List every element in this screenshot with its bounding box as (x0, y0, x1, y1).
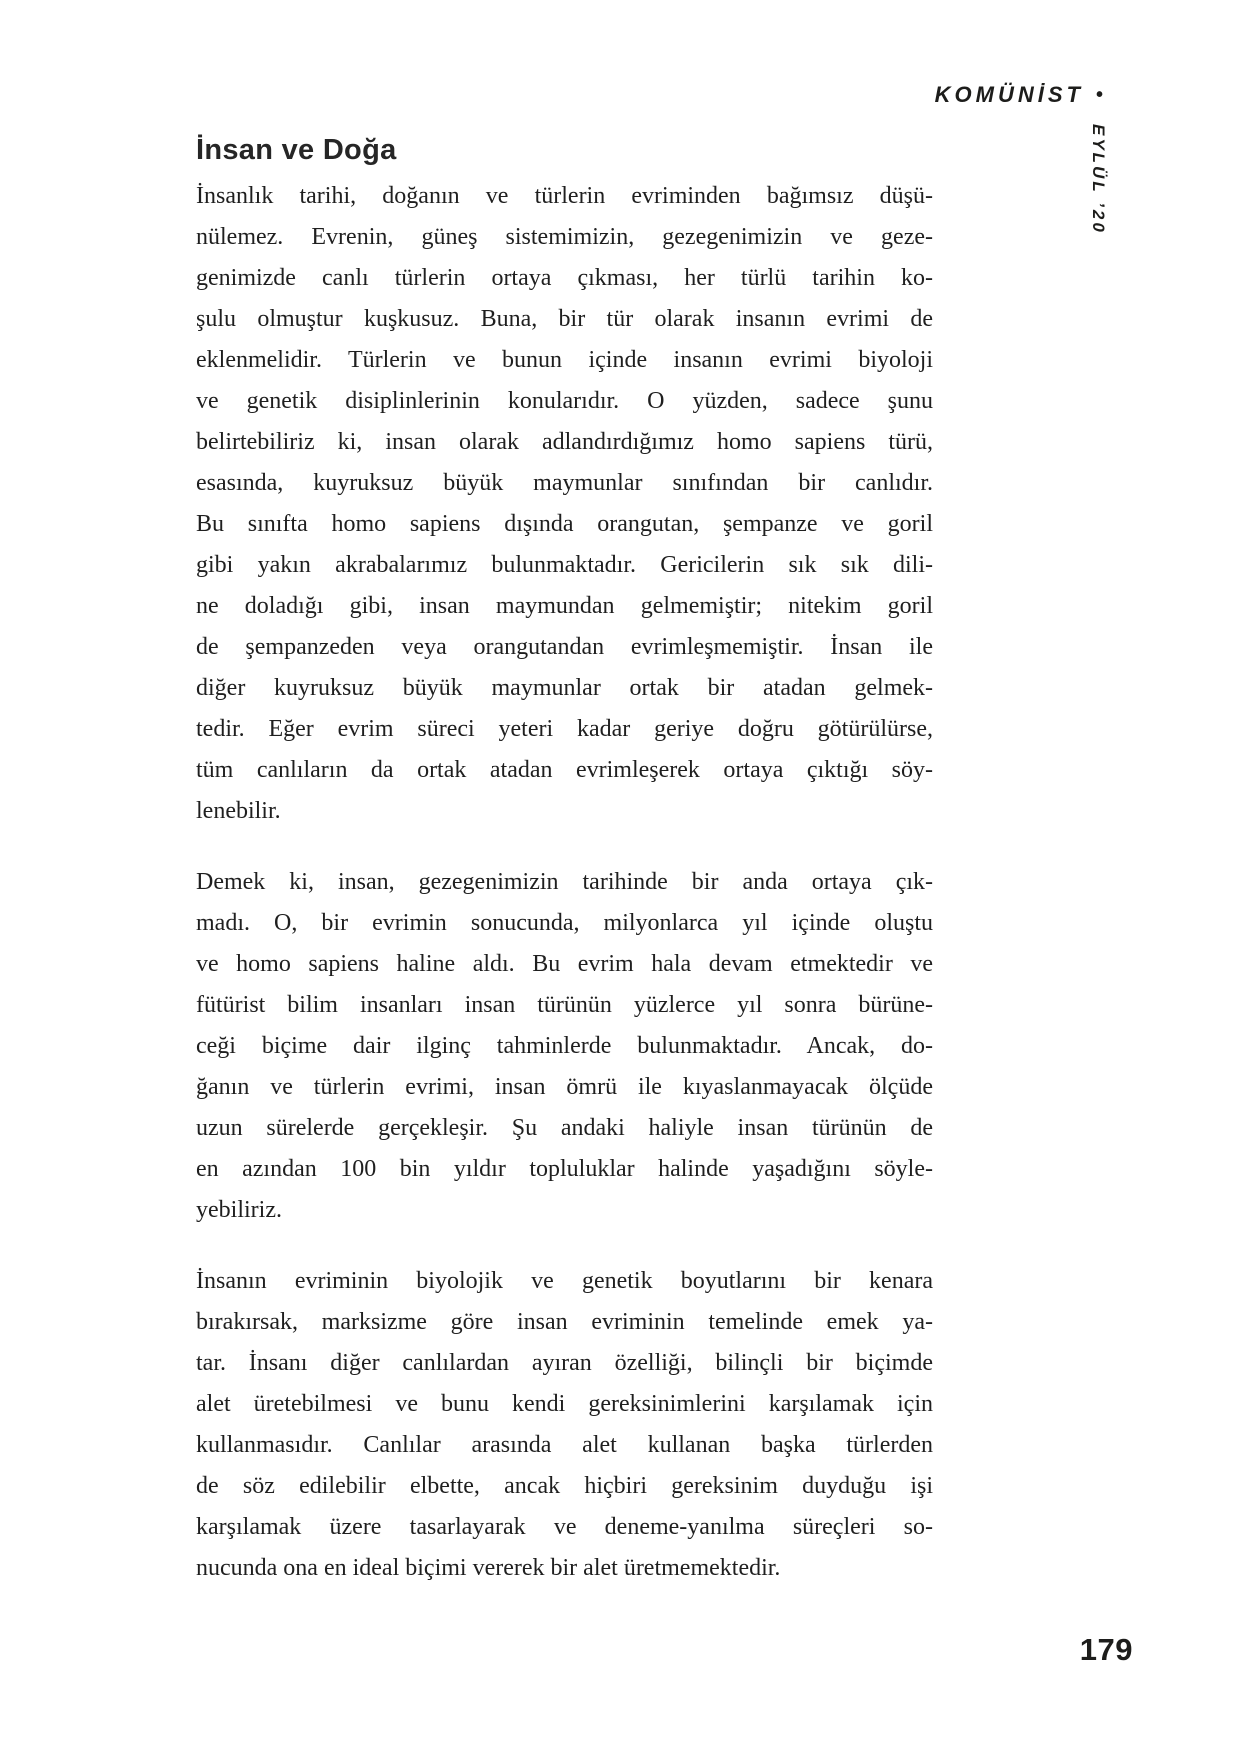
page-number: 179 (1079, 1632, 1133, 1667)
text-line: en azından 100 bin yıldır topluluklar halinde yaşadığını söyle- (196, 1156, 933, 1182)
text-line: yebiliriz. (196, 1197, 282, 1223)
text-line: kullanmasıdır. Canlılar arasında alet kullanan başka türlerden (196, 1432, 933, 1458)
text-line: tar. İnsanı diğer canlılardan ayıran özelliği, bilinçli bir biçimde (196, 1350, 933, 1376)
text-line: uzun sürelerde gerçekleşir. Şu andaki haliyle insan türünün de (196, 1115, 933, 1141)
text-line: tüm canlıların da ortak atadan evrimleşerek ortaya çıktığı söy- (196, 757, 933, 783)
bullet-icon: • (1095, 83, 1103, 106)
text-line: ve homo sapiens haline aldı. Bu evrim hala devam etmektedir ve (196, 951, 933, 977)
text-line: eklenmelidir. Türlerin ve bunun içinde insanın evrimi biyoloji (196, 347, 933, 373)
article-title: İnsan ve Doğa (196, 134, 397, 166)
text-line: karşılamak üzere tasarlayarak ve deneme-yanılma süreçleri so- (196, 1514, 933, 1540)
text-line: de söz edilebilir elbette, ancak hiçbiri gereksinim duyduğu işi (196, 1473, 933, 1499)
text-line: lenebilir. (196, 798, 281, 824)
magazine-title: KOMÜNİST (934, 82, 1084, 107)
text-line: ve genetik disiplinlerinin konularıdır. O yüzden, sadece şunu (196, 388, 933, 414)
text-line: gibi yakın akrabalarımız bulunmaktadır. Gericilerin sık sık dili- (196, 552, 933, 578)
text-line: genimizde canlı türlerin ortaya çıkması, her türlü tarihin ko- (196, 265, 933, 291)
text-line: diğer kuyruksuz büyük maymunlar ortak bir atadan gelmek- (196, 675, 933, 701)
text-line: alet üretebilmesi ve bunu kendi gereksinimlerini karşılamak için (196, 1391, 933, 1417)
issue-label: EYLÜL ’20 (1089, 124, 1108, 235)
text-line: belirtebiliriz ki, insan olarak adlandırdığımız homo sapiens türü, (196, 429, 933, 455)
text-line: Bu sınıfta homo sapiens dışında orangutan, şempanze ve goril (196, 511, 933, 537)
paragraph (196, 1261, 933, 1589)
text-line: tedir. Eğer evrim süreci yeteri kadar geriye doğru götürülürse, (196, 716, 933, 742)
text-line: nülemez. Evrenin, güneş sistemimizin, gezegenimizin ve geze- (196, 224, 933, 250)
text-line: ğanın ve türlerin evrimi, insan ömrü ile kıyaslanmayacak ölçüde (196, 1074, 933, 1100)
text-line: madı. O, bir evrimin sonucunda, milyonlarca yıl içinde oluştu (196, 910, 933, 936)
running-head (935, 82, 1103, 108)
article-body (196, 176, 933, 1589)
text-line: Demek ki, insan, gezegenimizin tarihinde bir anda ortaya çık- (196, 869, 933, 895)
paragraph (196, 862, 933, 1231)
text-line: bırakırsak, marksizme göre insan evriminin temelinde emek ya- (196, 1309, 933, 1335)
text-line: şulu olmuştur kuşkusuz. Buna, bir tür olarak insanın evrimi de (196, 306, 933, 332)
text-line: ne doladığı gibi, insan maymundan gelmemiştir; nitekim goril (196, 593, 933, 619)
text-line: nucunda ona en ideal biçimi vererek bir alet üretmemektedir. (196, 1555, 781, 1581)
text-line: İnsanlık tarihi, doğanın ve türlerin evriminden bağımsız düşü- (196, 183, 933, 209)
text-line: esasında, kuyruksuz büyük maymunlar sınıfından bir canlıdır. (196, 470, 933, 496)
text-line: ceği biçime dair ilginç tahminlerde bulunmaktadır. Ancak, do- (196, 1033, 933, 1059)
text-line: fütürist bilim insanları insan türünün yüzlerce yıl sonra bürüne- (196, 992, 933, 1018)
text-line: de şempanzeden veya orangutandan evrimleşmemiştir. İnsan ile (196, 634, 933, 660)
paragraph (196, 176, 933, 832)
text-line: İnsanın evriminin biyolojik ve genetik boyutlarını bir kenara (196, 1268, 933, 1294)
